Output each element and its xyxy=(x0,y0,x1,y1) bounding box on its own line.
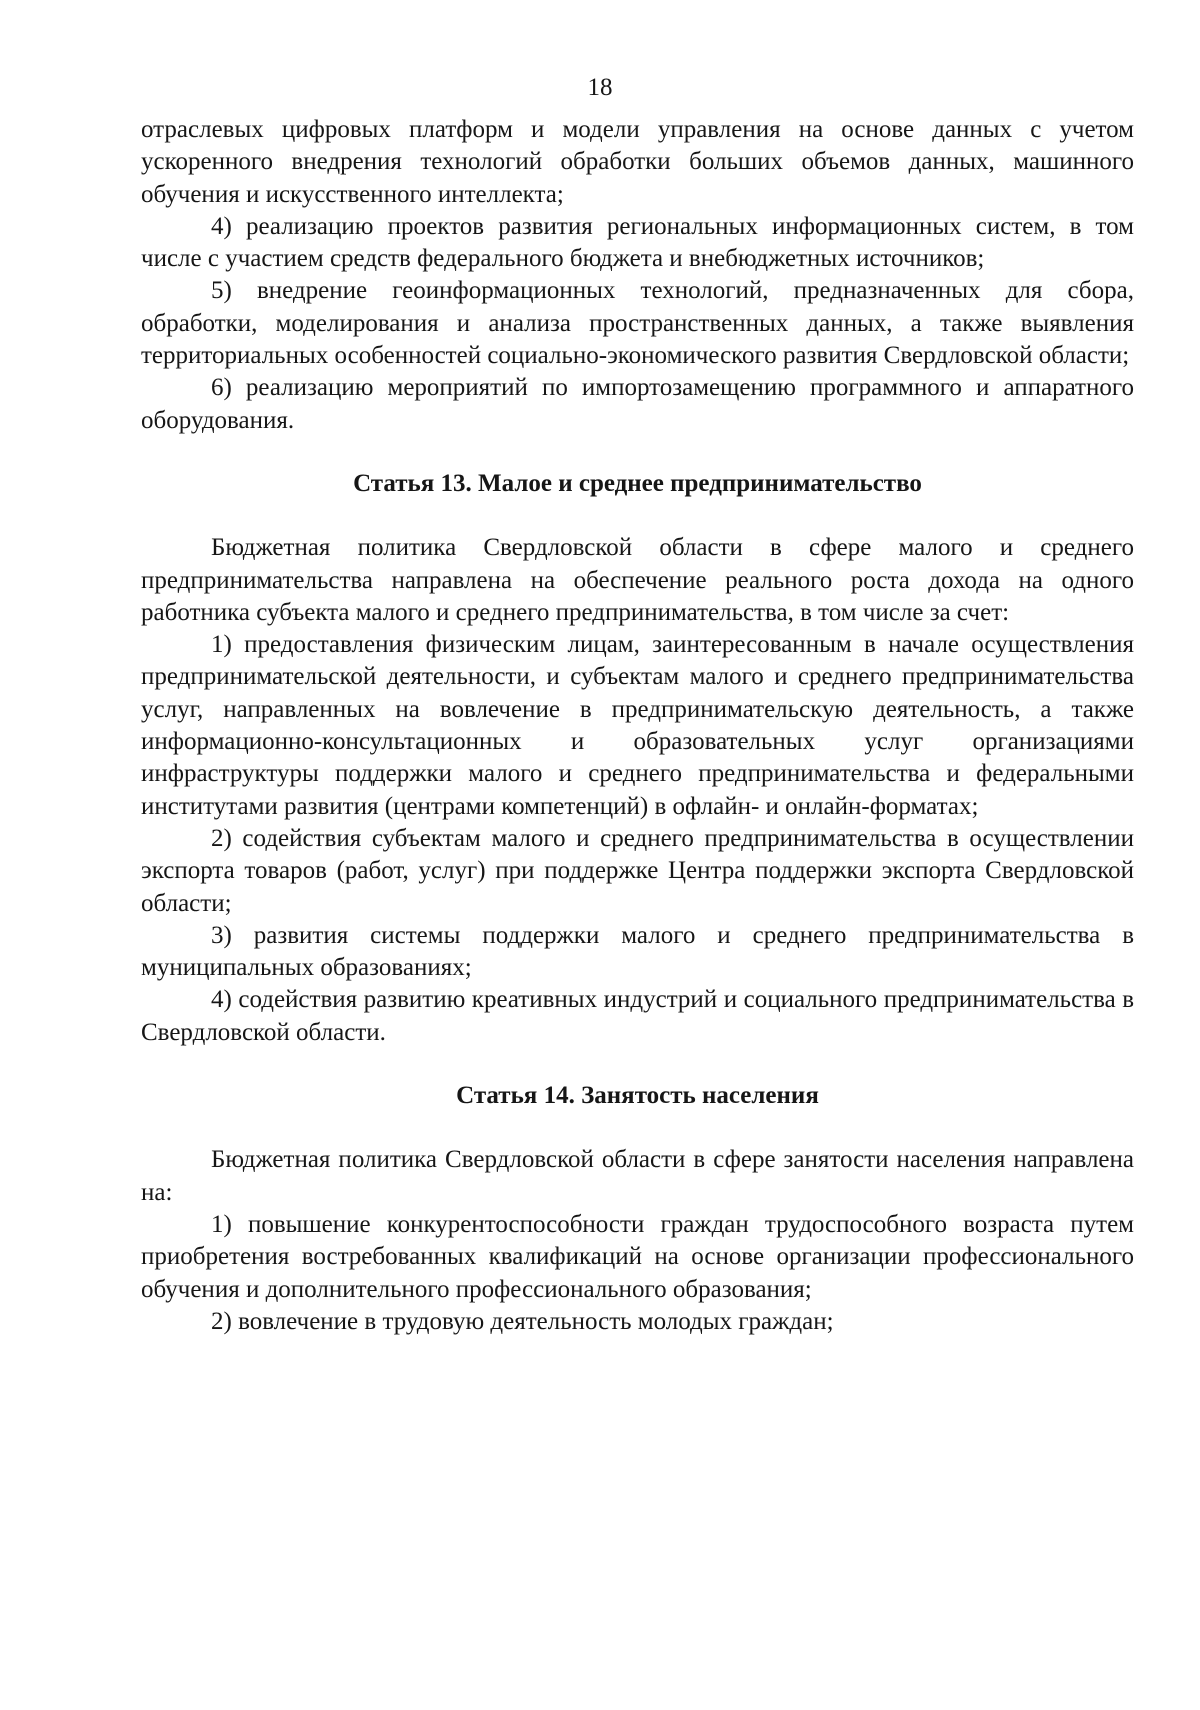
article-14-item-2: 2) вовлечение в трудовую деятельность молодых граждан; xyxy=(211,1307,834,1335)
article-13-item-1: 1) предоставления физическим лицам, заинтересованным в начале осуществления предпринимательской деятельности, и субъектам малого и среднего предпринимательства услуг, направленных на вовлечение в предпринимательскую деятельность, а также информационно-консультационных и образовательных услуг организациями инфраструктуры поддержки малого и среднего предпринимательства и федеральными институтами развития (центрами компетенций) в офлайн- и онлайн-форматах; xyxy=(141,631,1134,820)
article-13-heading: Статья 13. Малое и среднее предпринимательство xyxy=(353,469,922,497)
article-13-item-2: 2) содействия субъектам малого и среднего предпринимательства в осуществлении экспорта товаров (работ, услуг) при поддержке Центра поддержки экспорта Свердловской области; xyxy=(141,824,1134,917)
list-item-6: 6) реализацию мероприятий по импортозамещению программного и аппаратного оборудования. xyxy=(141,374,1134,434)
document-body xyxy=(141,114,1134,1338)
list-item-5: 5) внедрение геоинформационных технологий, предназначенных для сбора, обработки, моделирования и анализа пространственных данных, а также выявления территориальных особенностей социально-экономического развития Свердловской области; xyxy=(141,277,1134,370)
article-14-heading: Статья 14. Занятость населения xyxy=(456,1082,819,1110)
article-13-item-3: 3) развития системы поддержки малого и среднего предпринимательства в муниципальных образованиях; xyxy=(141,921,1134,982)
list-item-4: 4) реализацию проектов развития региональных информационных систем, в том числе с участием средств федерального бюджета и внебюджетных источников; xyxy=(141,212,1134,273)
article-14-item-1: 1) повышение конкурентоспособности граждан трудоспособного возраста путем приобретения востребованных квалификаций на основе организации профессионального обучения и дополнительного профессионального образования; xyxy=(141,1210,1134,1303)
paragraph-continuation: отраслевых цифровых платформ и модели управления на основе данных с учетом ускоренного внедрения технологий обработки больших объемов данных, машинного обучения и искусственного интеллекта; xyxy=(141,116,1134,208)
article-13-item-4: 4) содействия развитию креативных индустрий и социального предпринимательства в Свердловской области. xyxy=(141,986,1134,1046)
article-14-intro: Бюджетная политика Свердловской области в сфере занятости населения направлена на: xyxy=(141,1146,1134,1206)
page-number: 18 xyxy=(587,74,613,101)
article-13-intro: Бюджетная политика Свердловской области в сфере малого и среднего предпринимательства направлена на обеспечение реального роста дохода на одного работника субъекта малого и среднего предпринимательства, в том числе за счет: xyxy=(141,534,1134,626)
